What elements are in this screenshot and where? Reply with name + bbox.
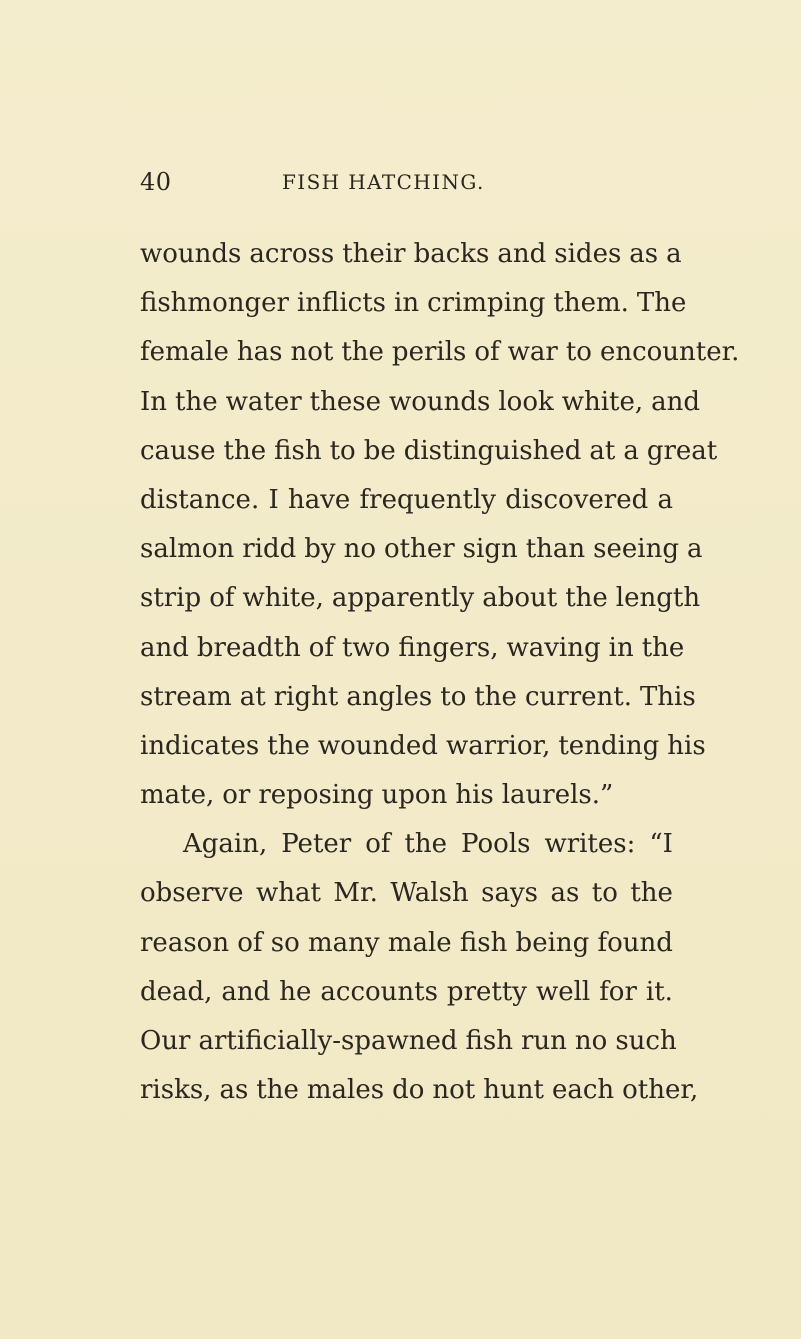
word: no (343, 534, 376, 565)
word: laurels.” (501, 780, 614, 811)
word: as (219, 1075, 249, 1106)
word: and (497, 239, 547, 269)
word: current. (524, 681, 632, 712)
word: to (440, 681, 467, 712)
word: a (666, 239, 682, 269)
word: the (256, 1075, 299, 1106)
word: wounds (140, 239, 242, 269)
word: seeing (593, 534, 679, 565)
word: the (630, 878, 673, 909)
word: male (387, 927, 452, 958)
word: in (608, 632, 634, 663)
running-title: FISH HATCHING. (282, 170, 485, 194)
word: for (599, 976, 637, 1007)
word: fishmonger (140, 288, 289, 319)
word: at (239, 681, 266, 712)
text-line (140, 968, 673, 1017)
word: pretty (446, 976, 527, 1007)
word: reason (140, 927, 230, 958)
word: the (267, 730, 310, 761)
word: his (455, 780, 494, 811)
word: says (481, 878, 539, 909)
word: than (525, 534, 586, 565)
text-line (140, 476, 673, 525)
text-line (140, 869, 673, 918)
word: fish (465, 1026, 513, 1056)
word: wounded (317, 730, 438, 761)
word: the (565, 583, 608, 614)
word: many (308, 927, 380, 958)
word: frequently (359, 484, 496, 515)
word: not (432, 1075, 476, 1106)
word: backs (413, 239, 490, 269)
word: or (222, 780, 251, 811)
word: no (574, 1026, 608, 1056)
word: strip (140, 583, 202, 614)
word: fingers, (398, 632, 499, 663)
text-line (140, 919, 673, 968)
word: a (623, 435, 639, 466)
word: has (236, 337, 283, 368)
text-line (140, 279, 687, 328)
text-line (140, 624, 685, 673)
word: as (629, 239, 659, 269)
word: fish (274, 435, 322, 466)
word: Again, (183, 829, 268, 860)
word: breadth (196, 632, 301, 663)
word: them. (553, 288, 629, 319)
word: mate, (140, 780, 215, 811)
word: he (279, 976, 312, 1007)
word: perils (391, 337, 467, 368)
text-line (140, 820, 673, 869)
word: not (290, 337, 334, 368)
text-line (140, 722, 706, 771)
word: what (255, 878, 321, 909)
word: as (550, 878, 580, 909)
running-head (0, 168, 801, 198)
word: angles (346, 681, 433, 712)
word: across (249, 239, 335, 269)
word: encounter. (599, 337, 740, 368)
word: water (225, 386, 302, 417)
text-line (140, 771, 673, 820)
word: to (591, 878, 618, 909)
word: wounds (388, 386, 491, 417)
text-line (140, 673, 696, 722)
word: Our (140, 1026, 191, 1056)
word: apparently (331, 583, 475, 614)
word: dead, (140, 976, 213, 1007)
text-line (140, 328, 740, 377)
word: be (363, 435, 396, 466)
word: “I (649, 829, 673, 860)
word: to (565, 337, 592, 368)
text-line (140, 378, 701, 427)
word: writes: (544, 829, 636, 860)
word: the (341, 337, 384, 368)
word: a (687, 534, 703, 565)
word: stream (140, 681, 232, 712)
word: observe (140, 878, 244, 909)
word: crimping (427, 288, 546, 319)
word: found (597, 927, 673, 958)
word: have (287, 484, 351, 515)
word: their (342, 239, 406, 269)
word: discovered (505, 484, 649, 515)
word: each (551, 1075, 615, 1106)
word: white, (561, 386, 644, 417)
word: Pools (461, 829, 531, 860)
text-line (140, 1017, 677, 1066)
word: reposing (258, 780, 374, 811)
word: of (209, 583, 235, 614)
word: female (140, 337, 229, 368)
word: hunt (483, 1075, 544, 1106)
word: In (140, 386, 168, 417)
word: risks, (140, 1075, 212, 1106)
word: such (615, 1026, 677, 1056)
word: two (341, 632, 391, 663)
word: and (651, 386, 701, 417)
word: waving (506, 632, 601, 663)
word: war (507, 337, 558, 368)
text-line (140, 574, 701, 623)
word: these (309, 386, 381, 417)
word: in (394, 288, 420, 319)
word: other (384, 534, 455, 565)
word: of (237, 927, 263, 958)
word: being (515, 927, 590, 958)
word: males (306, 1075, 385, 1106)
text-line (140, 427, 718, 476)
word: length (615, 583, 701, 614)
word: run (520, 1026, 567, 1056)
word: upon (381, 780, 448, 811)
word: cause (140, 435, 216, 466)
word: artificially-spawned (198, 1026, 458, 1056)
word: Mr. (333, 878, 378, 909)
word: indicates (140, 730, 260, 761)
word: do (392, 1075, 425, 1106)
word: The (636, 288, 687, 319)
word: distance. (140, 484, 260, 515)
word: tending (558, 730, 660, 761)
word: about (482, 583, 558, 614)
word: sign (462, 534, 518, 565)
word: to (329, 435, 356, 466)
word: the (474, 681, 517, 712)
word: of (365, 829, 391, 860)
word: the (223, 435, 267, 466)
word: This (639, 681, 696, 712)
word: great (646, 435, 718, 466)
word: distinguished (403, 435, 582, 466)
word: Walsh (390, 878, 469, 909)
word: his (667, 730, 706, 761)
text-line (140, 525, 703, 574)
word: and (221, 976, 271, 1007)
word: accounts (320, 976, 438, 1007)
word: of (474, 337, 500, 368)
word: the (404, 829, 448, 860)
word: and (140, 632, 189, 663)
word: right (273, 681, 339, 712)
text-line (140, 230, 682, 279)
page-number: 40 (140, 168, 172, 196)
word: the (175, 386, 218, 417)
word: ridd (242, 534, 297, 565)
word: warrior, (445, 730, 551, 761)
word: fish (459, 927, 508, 958)
word: I (268, 484, 279, 515)
word: look (498, 386, 554, 417)
word: it. (645, 976, 673, 1007)
word: at (589, 435, 616, 466)
word: of (308, 632, 334, 663)
text-line (140, 1066, 699, 1115)
word: other, (622, 1075, 699, 1106)
word: salmon (140, 534, 235, 565)
word: the (641, 632, 685, 663)
word: sides (554, 239, 622, 269)
word: so (270, 927, 300, 958)
word: inflicts (296, 288, 387, 319)
word: Peter (281, 829, 352, 860)
word: white, (242, 583, 324, 614)
word: well (535, 976, 591, 1007)
word: by (304, 534, 336, 565)
body-text (140, 230, 740, 1115)
word: a (657, 484, 673, 515)
